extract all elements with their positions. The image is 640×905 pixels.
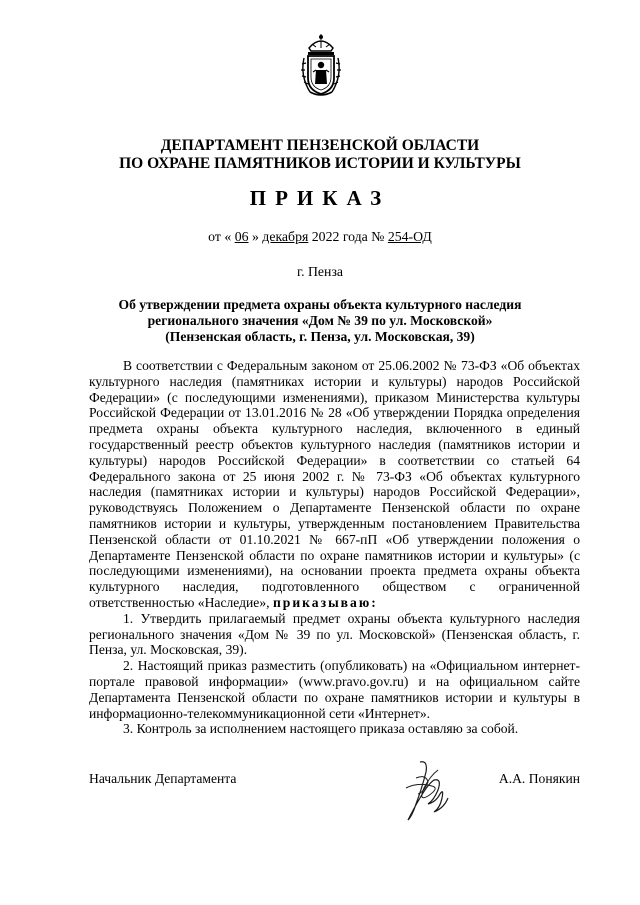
order-item-2: 2. Настоящий приказ разместить (опубликовать) на «Официальном интернет-портале правовой информации» (www.pravo.gov.ru) и на официальном сайте Департамента Пензенской области по охране памятников истории и культуры в информационно-телекоммуникационной сети «Интернет».: [89, 658, 580, 721]
dateline-prefix: от «: [208, 229, 232, 244]
department-name-line1: ДЕПАРТАМЕНТ ПЕНЗЕНСКОЙ ОБЛАСТИ: [160, 137, 480, 154]
order-word: приказываю:: [272, 594, 378, 610]
order-body: [89, 358, 580, 737]
order-item-1: 1. Утвердить прилагаемый предмет охраны объекта культурного наследия регионального значения «Дом № 39 по ул. Московской» (Пензенская область, г. Пенза, ул. Московская, 39).: [89, 610, 580, 658]
city-name: г. Пенза: [296, 264, 344, 279]
order-number: 254-ОД: [387, 229, 432, 244]
preamble-text: В соответствии с Федеральным законом от 25.06.2002 № 73-ФЗ «Об объектах культурного наследия (памятниках истории и культуры) народов Российской Федерации» (с последующими изменениями), приказом Министерства культуры Российской Федерации от 13.01.2016 № 28 «Об утверждении Порядка определения предмета охраны объекта культурного наследия, включенного в единый государственный реестр объектов культурного наследия (памятников истории и культуры) народов Российской Федерации» в соответствии со статьей 64 Федерального закона от 25 июня 2002 г. № 73-ФЗ «Об объектах культурного наследия (памятниках истории и культуры) народов Российской Федерации», руководствуясь Положением о Департаменте Пензенской области по охране памятников истории и культуры, утвержденным постановлением Правительства Пензенской области от 01.10.2021 № 667-пП «Об утверждении положения о Департаменте Пензенской области по охране памятников истории и культуры» (с последующими изменениями), на основании проекта предмета охраны объекта культурного наследия, подготовленного обществом с ограниченной ответственностью «Наследие»,: [89, 358, 580, 610]
coat-of-arms-emblem: [296, 32, 346, 98]
dateline-day: 06: [234, 229, 249, 244]
order-dateline: [40, 229, 600, 245]
dateline-month: декабря: [262, 229, 309, 244]
signatory-role: Начальник Департамента: [89, 771, 237, 786]
handwritten-signature: [398, 758, 454, 824]
preamble-paragraph: [89, 358, 580, 611]
dateline-year: 2022 года №: [311, 229, 385, 244]
order-item-3: 3. Контроль за исполнением настоящего приказа оставляю за собой.: [123, 721, 519, 737]
order-subject: Об утверждении предмета охраны объекта культурного наследия регионального значения «Дом № 39 по ул. Московской» (Пензенская область, г. Пенза, ул. Московская, 39): [118, 297, 522, 344]
department-name-line2: ПО ОХРАНЕ ПАМЯТНИКОВ ИСТОРИИ И КУЛЬТУРЫ: [119, 155, 521, 172]
department-name: [40, 137, 600, 173]
dateline-separator: »: [251, 229, 259, 244]
document-title: ПРИКАЗ: [249, 186, 391, 210]
signatory-name: А.А. Понякин: [498, 771, 580, 786]
